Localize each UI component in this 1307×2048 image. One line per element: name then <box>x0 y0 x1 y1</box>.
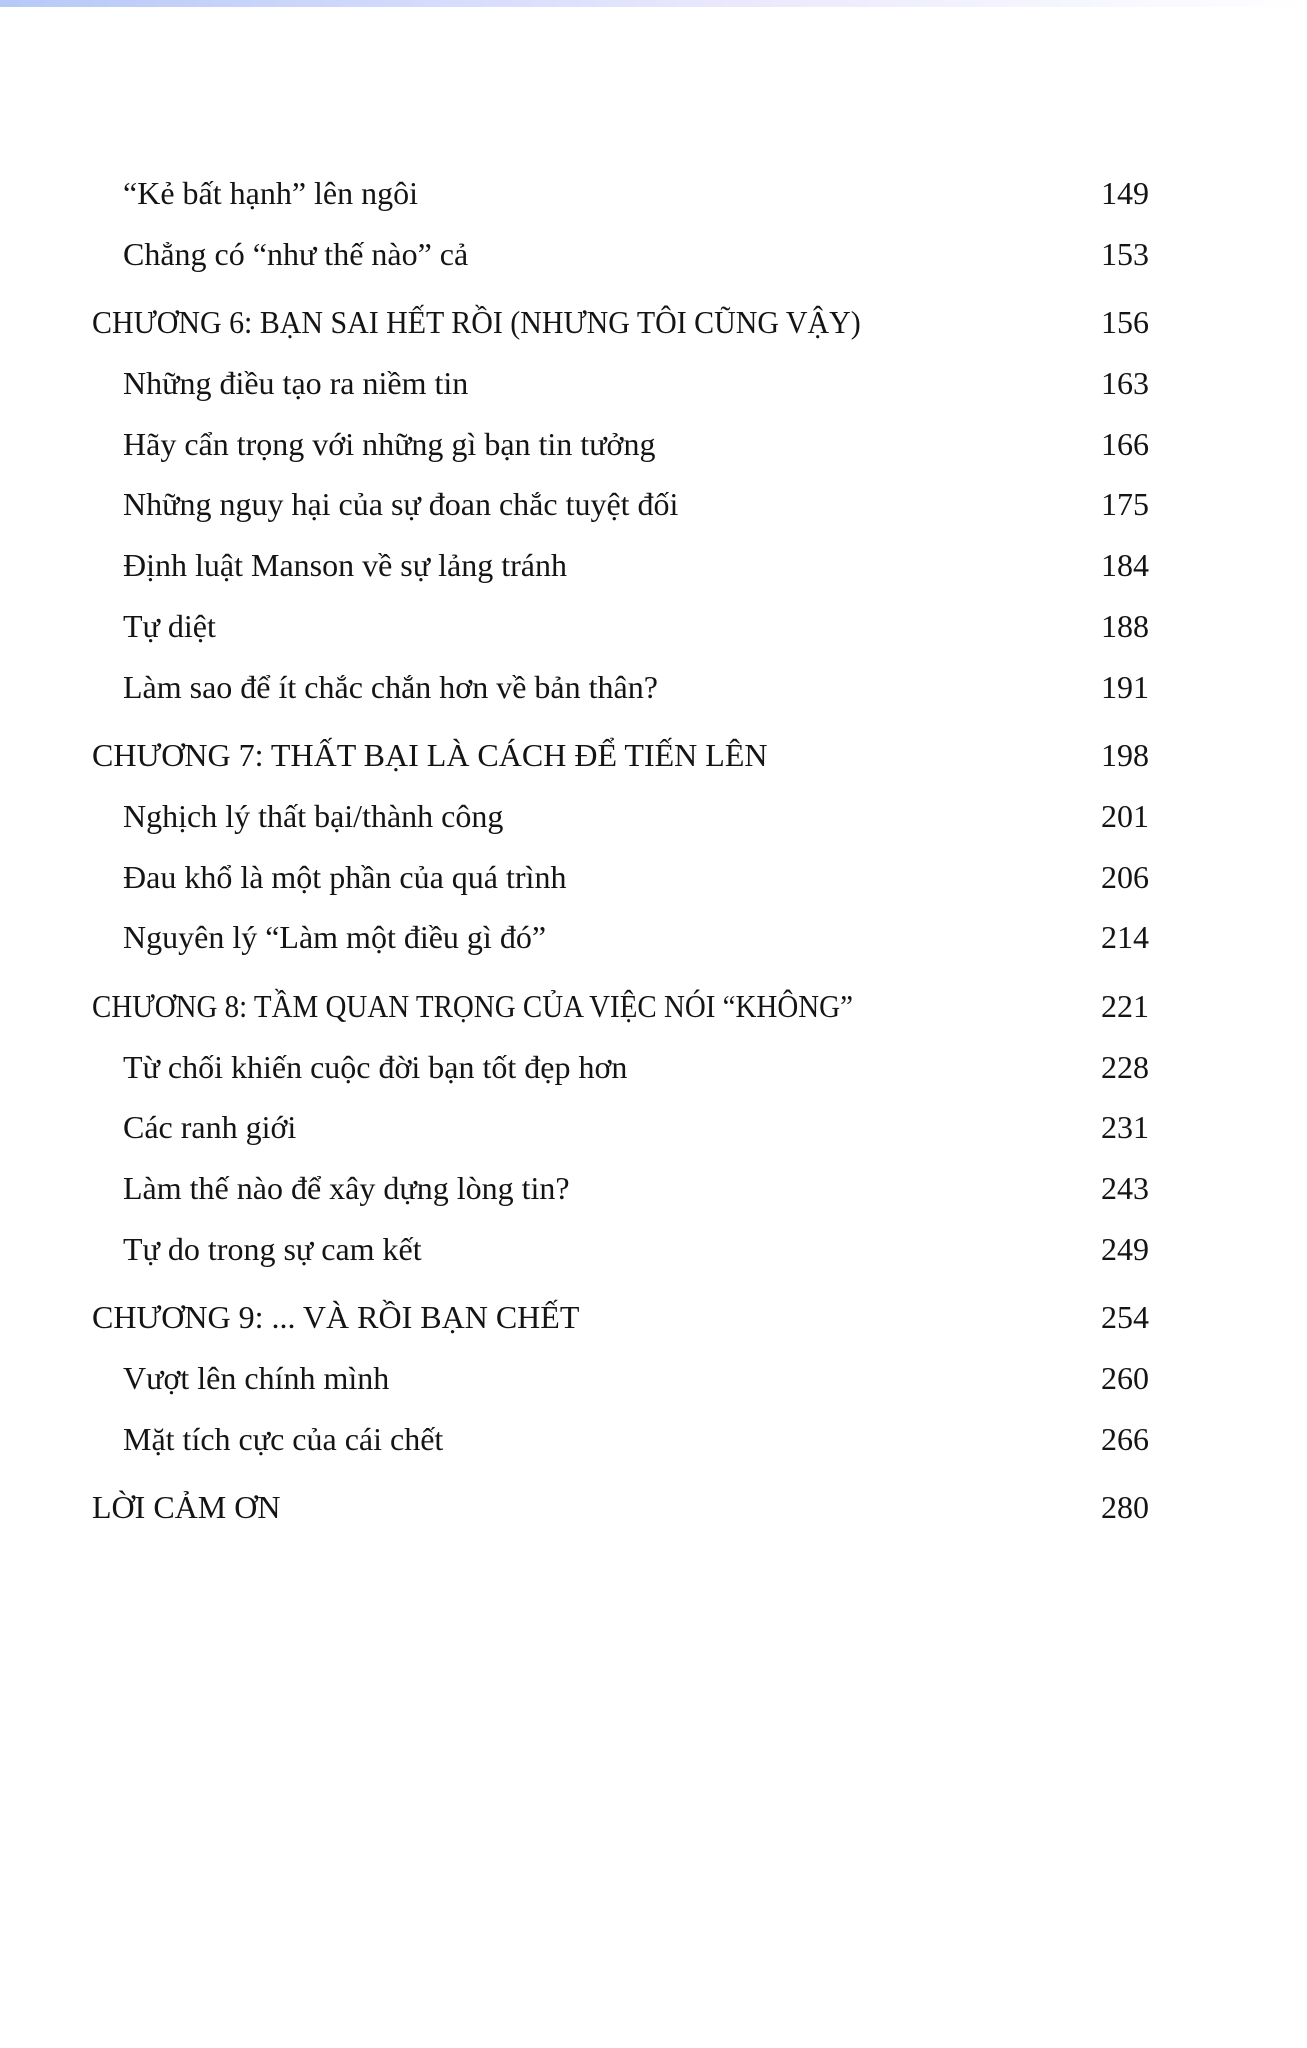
toc-entry-title: Đau khổ là một phần của quá trình <box>123 858 567 895</box>
toc-entry[interactable] <box>0 1046 1307 1107</box>
toc-entry-page: 149 <box>1101 175 1149 211</box>
toc-chapter[interactable] <box>0 301 1307 362</box>
toc-entry[interactable] <box>0 605 1307 666</box>
toc-entry-page: 221 <box>1101 987 1149 1024</box>
toc-entry-page: 266 <box>1101 1420 1149 1457</box>
toc-entry-title: Nguyên lý “Làm một điều gì đó” <box>123 919 547 956</box>
toc-entry-title: Chẳng có “như thế nào” cả <box>123 235 469 272</box>
toc-entry-title: Nghịch lý thất bại/thành công <box>123 797 504 834</box>
toc-entry-page: 214 <box>1101 919 1149 956</box>
toc-entry-page: 191 <box>1101 668 1149 705</box>
toc-entry[interactable] <box>0 795 1307 856</box>
toc-chapter-title: CHƯƠNG 9: ... VÀ RỒI BẠN CHẾT <box>92 1299 580 1336</box>
toc-entry-page: 166 <box>1101 425 1149 462</box>
toc-entry[interactable] <box>0 856 1307 917</box>
toc-chapter-title: CHƯƠNG 7: THẤT BẠI LÀ CÁCH ĐỂ TIẾN LÊN <box>92 737 768 774</box>
toc-chapter[interactable] <box>0 1296 1307 1357</box>
toc-entry-page: 280 <box>1101 1489 1149 1526</box>
toc-entry[interactable] <box>0 1228 1307 1289</box>
toc-entry-page: 228 <box>1101 1048 1149 1085</box>
toc-entry-page: 243 <box>1101 1170 1149 1206</box>
toc-entry-title: Định luật Manson về sự lảng tránh <box>123 547 567 584</box>
toc-entry[interactable] <box>0 1418 1307 1479</box>
toc-entry-page: 153 <box>1101 235 1149 272</box>
toc-entry-page: 260 <box>1101 1360 1149 1397</box>
toc-entry-title: Tự diệt <box>123 607 216 644</box>
toc-entry[interactable] <box>0 172 1307 233</box>
toc-chapter[interactable] <box>0 1486 1307 1547</box>
toc-entry-title: Những nguy hại của sự đoan chắc tuyệt đối <box>123 486 679 523</box>
toc-entry-page: 184 <box>1101 547 1149 584</box>
toc-entry-page: 163 <box>1101 365 1149 402</box>
toc-entry-page: 198 <box>1101 737 1149 774</box>
toc-entry-title: Từ chối khiến cuộc đời bạn tốt đẹp hơn <box>123 1048 628 1085</box>
toc-entry[interactable] <box>0 916 1307 977</box>
toc-entry[interactable] <box>0 544 1307 605</box>
toc-entry-title: Những điều tạo ra niềm tin <box>123 365 469 402</box>
toc-entry-page: 249 <box>1101 1230 1149 1267</box>
toc-entry-title: Hãy cẩn trọng với những gì bạn tin tưởng <box>123 425 656 462</box>
toc-entry[interactable] <box>0 1167 1307 1228</box>
toc-entry-title: Tự do trong sự cam kết <box>123 1230 422 1267</box>
toc-entry-title: Vượt lên chính mình <box>123 1360 390 1397</box>
toc-entry-title: Làm sao để ít chắc chắn hơn về bản thân? <box>123 668 658 705</box>
toc-entry[interactable] <box>0 1106 1307 1167</box>
toc-entry-page: 156 <box>1101 304 1149 341</box>
toc-entry-title: “Kẻ bất hạnh” lên ngôi <box>123 175 418 211</box>
toc-entry-page: 188 <box>1101 607 1149 644</box>
toc-entry[interactable] <box>0 1357 1307 1418</box>
toc-entry[interactable] <box>0 362 1307 423</box>
toc-entry-page: 201 <box>1101 797 1149 834</box>
toc-entry-page: 206 <box>1101 858 1149 895</box>
toc-entry[interactable] <box>0 233 1307 294</box>
toc-entry-page: 254 <box>1101 1299 1149 1336</box>
toc-chapter[interactable] <box>0 985 1307 1046</box>
toc-entry[interactable] <box>0 666 1307 727</box>
toc-entry-title: Mặt tích cực của cái chết <box>123 1420 444 1457</box>
table-of-contents <box>0 172 1307 1547</box>
toc-chapter[interactable] <box>0 734 1307 795</box>
toc-entry-page: 175 <box>1101 486 1149 523</box>
toc-entry-title: Làm thế nào để xây dựng lòng tin? <box>123 1170 570 1206</box>
toc-chapter-title: LỜI CẢM ƠN <box>92 1489 281 1526</box>
toc-chapter-title: CHƯƠNG 8: TẦM QUAN TRỌNG CỦA VIỆC NÓI “KHÔNG” <box>92 987 853 1024</box>
toc-entry-page: 231 <box>1101 1109 1149 1146</box>
toc-entry-title: Các ranh giới <box>123 1109 297 1146</box>
toc-chapter-title: CHƯƠNG 6: BẠN SAI HẾT RỒI (NHƯNG TÔI CŨNG VẬY) <box>92 304 861 341</box>
toc-entry[interactable] <box>0 483 1307 544</box>
toc-entry[interactable] <box>0 423 1307 484</box>
